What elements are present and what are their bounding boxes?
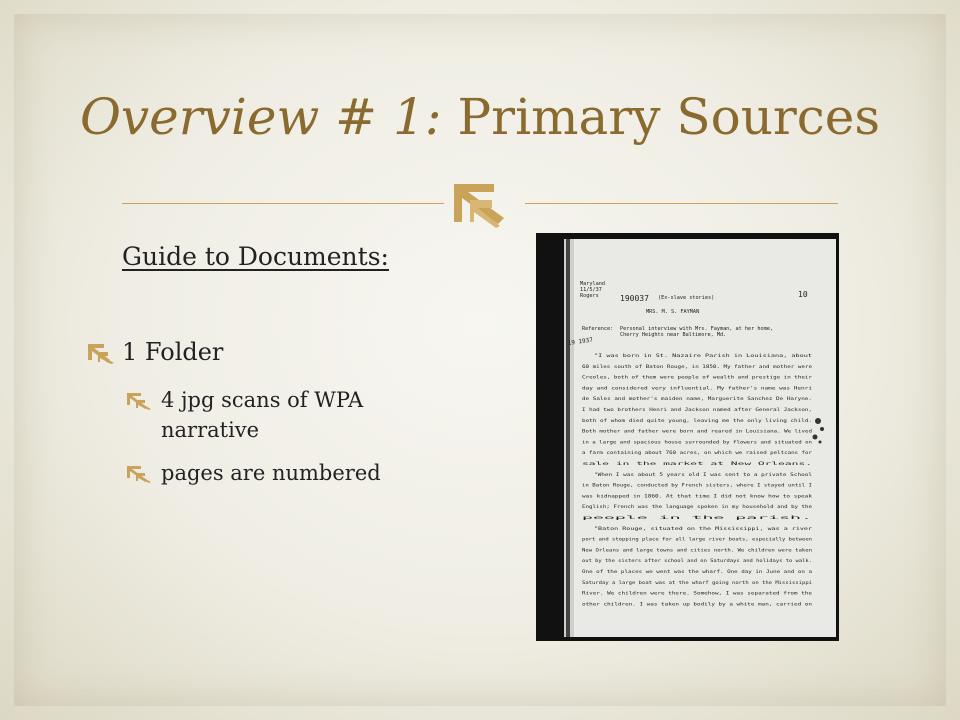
doc-body-line: One of the places we went was the wharf. One day in June and on a [582, 570, 762, 575]
doc-body-line: New Orleans and large towns and cities north. We children were taken [582, 548, 771, 554]
doc-body-line: "Baton Rouge, situated on the Mississippi, was a river [594, 526, 744, 532]
doc-body-line: out by the sisters after school and on Saturdays and holidays to walk. [582, 559, 776, 565]
doc-body-line: English; French was the language spoken in my household and by the [582, 505, 765, 511]
doc-body-line: I had two brothers Henri and Jackson named after General Jackson, [582, 408, 762, 413]
title-italic-part: Overview # 1: [79, 88, 442, 146]
bullet-text: 1 Folder [122, 338, 224, 366]
bullet-text: pages are numbered [161, 461, 381, 485]
slide-title [0, 82, 960, 152]
doc-stamp: 19 1937 [567, 336, 594, 347]
doc-series: (Ex-slave stories) [658, 295, 715, 301]
doc-body-line: de Sales and mother's maiden name, Marguerite Sanchez De Haryne. [582, 397, 760, 403]
doc-body-line: in Baton Rouge, conducted by French sisters, where I stayed until I [582, 483, 768, 489]
doc-number: 190037 [620, 294, 649, 303]
document-scan-image [536, 233, 839, 641]
bullet-text: 4 jpg scans of WPA narrative [161, 388, 364, 442]
divider-left [122, 203, 444, 204]
doc-subject: MRS. M. S. FAYMAN [646, 309, 700, 315]
doc-reference-line: Cherry Heights near Baltimore, Md. [620, 332, 727, 338]
doc-reference-label: Reference: [582, 326, 614, 332]
ornament-bullet-icon [86, 342, 116, 364]
doc-body-line: day and considered very influential. My father's name was Henri [582, 386, 757, 392]
doc-body-line: "I was born in St. Nazaire Parish in Louisiana, about [594, 354, 741, 359]
ornament-arrow-icon [448, 178, 520, 228]
doc-body-line: other children. I was taken up bodily by a white man, carried on [582, 602, 760, 608]
doc-body-line: port and stopping place for all large river boats, especially between [582, 537, 773, 543]
bullet-level2 [125, 385, 425, 445]
doc-page-number: 10 [798, 290, 808, 299]
bullet-level2 [125, 458, 381, 488]
doc-body-line: sale in the market at New Orleans. [582, 462, 677, 467]
doc-body-line: people in the parish. [582, 516, 641, 521]
doc-body-line: both of whom died quite young, leaving me the only living child. [582, 418, 760, 424]
doc-body-line: Saturday a large boat was at the wharf going north on the Mississippi [582, 580, 773, 586]
doc-body-line: Creoles, both of them were people of wealth and prestige in their [582, 375, 762, 381]
guide-heading: Guide to Documents: [122, 242, 389, 271]
doc-body-line: Both mother and father were born and reared in Louisiana. We lived [582, 429, 765, 435]
ornament-bullet-icon [125, 389, 153, 411]
doc-body-line: was kidnapped in 1860. At that time I did not know how to speak [582, 494, 757, 500]
doc-author: Rogers [580, 293, 599, 299]
doc-body-line: "When I was about 5 years old I was sent to a private School [594, 472, 760, 478]
document-scan-svg [536, 233, 839, 641]
divider-right [525, 203, 838, 204]
doc-body-line: River. We children were there. Somehow, I was separated from the [582, 591, 760, 597]
doc-body-line: a farm containing about 760 acres, on which we raised peltcans for [582, 451, 765, 457]
ornament-bullet-icon [125, 462, 153, 484]
doc-reference-line: Personal interview with Mrs. Fayman, at her home, [620, 326, 774, 332]
doc-body-line: 60 miles south of Baton Rouge, in 1850. My father and mother were [582, 364, 762, 370]
doc-date: 11/5/37 [580, 287, 602, 293]
bullet-level1 [86, 338, 223, 366]
title-main-part: Primary Sources [441, 88, 881, 146]
doc-body-line: in a large and spacious house surrounded by flowers and situated on [582, 440, 768, 446]
doc-corner-label: Maryland [580, 281, 605, 287]
